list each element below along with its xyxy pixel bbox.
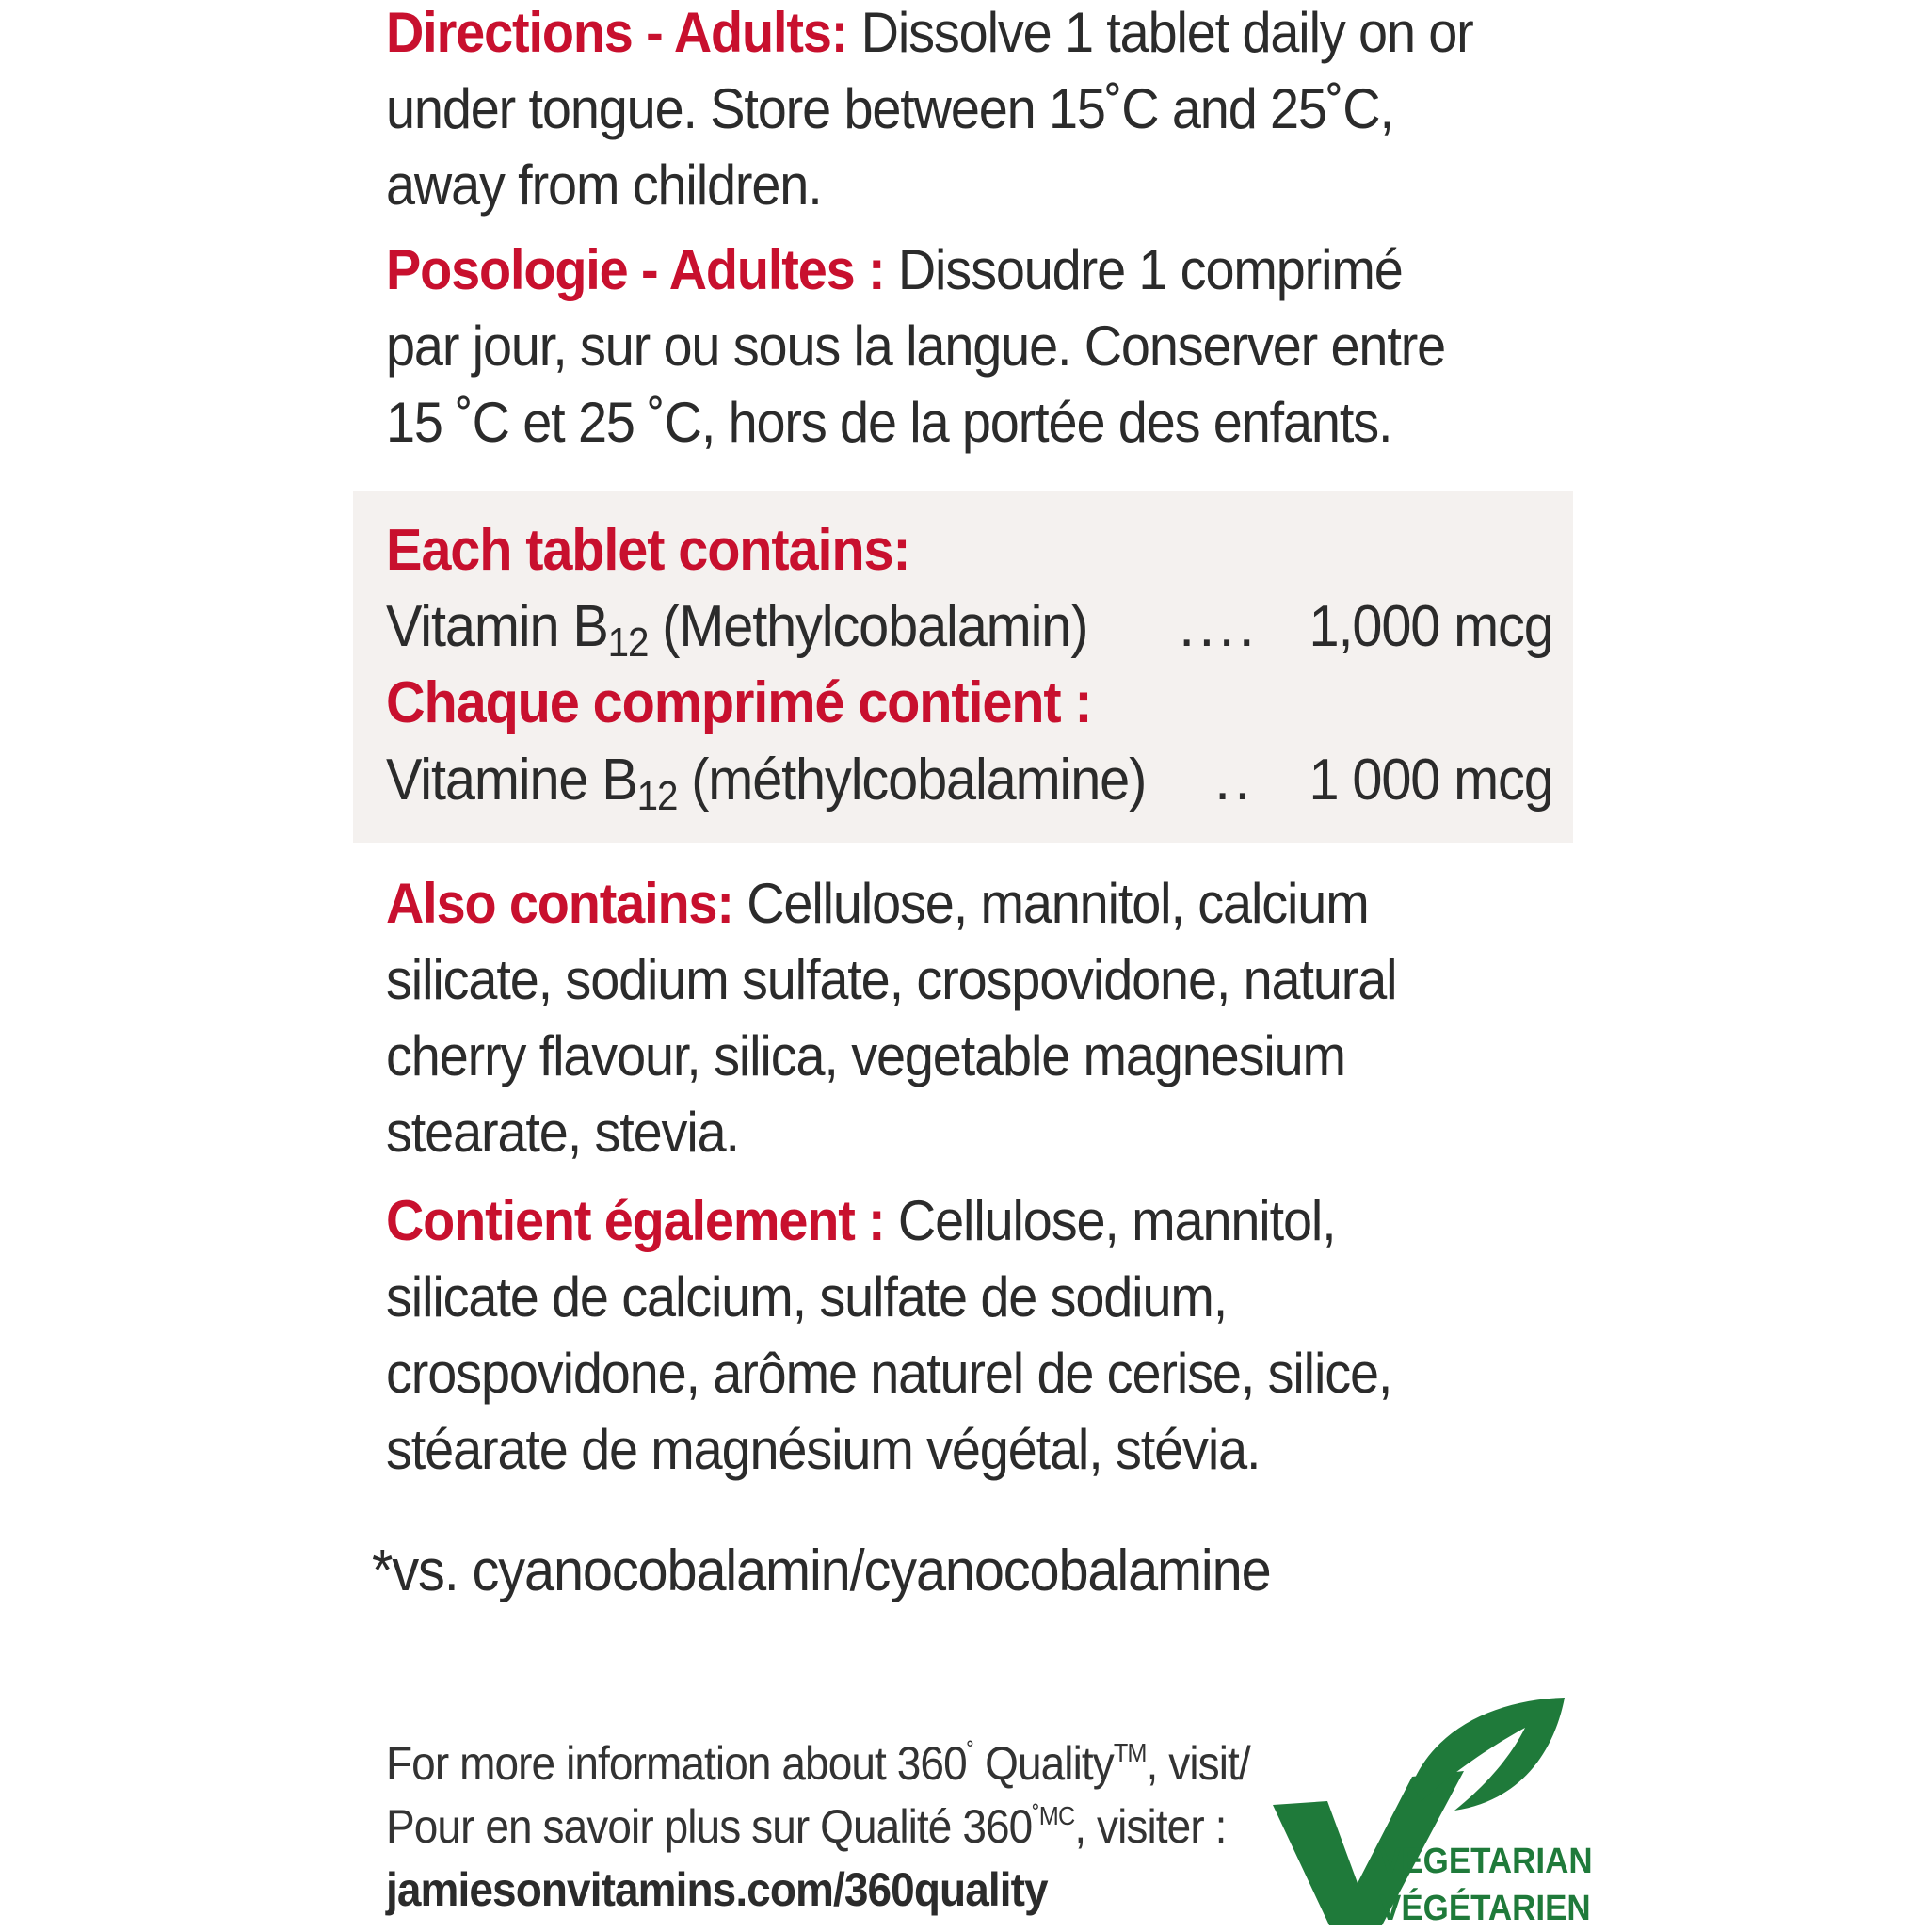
info-fr-text: Pour en savoir plus sur Qualité 360 bbox=[386, 1800, 1033, 1853]
quality-url-link[interactable]: jamiesonvitamins.com/360quality bbox=[386, 1863, 1048, 1916]
contient-egalement-paragraph bbox=[386, 1183, 1481, 1488]
also-contains-text: Cellulose, mannitol, calcium silicate, sodium sulfate, crospovidone, natural cherry flavour, silica, vegetable magnesium stearate, stevia. bbox=[386, 872, 1397, 1164]
fr-vitamin-name: Vitamine B bbox=[386, 748, 637, 813]
marque-de-commerce-mark: ˚MC bbox=[1032, 1800, 1075, 1830]
trademark-mark: TM bbox=[1113, 1737, 1147, 1767]
vegetarian-en: VEGETARIAN bbox=[1379, 1842, 1593, 1881]
also-contains-label: Also contains: bbox=[386, 872, 733, 935]
info-en-degree: ˚ bbox=[966, 1737, 974, 1767]
contient-egalement-text: Cellulose, mannitol, silicate de calcium, sulfate de sodium, crospovidone, arôme naturel de cerise, silice, stéarate de magnésium végétal, stévia. bbox=[386, 1189, 1392, 1481]
info-en-text: For more information about 360 bbox=[386, 1737, 967, 1790]
fr-heading: Chaque comprimé contient : bbox=[386, 670, 1092, 735]
en-heading-row bbox=[386, 512, 1553, 588]
posologie-label: Posologie - Adultes : bbox=[386, 238, 885, 301]
vegetarian-badge-text bbox=[1379, 1838, 1593, 1932]
directions-label: Directions - Adults: bbox=[386, 1, 848, 64]
quality-info-en bbox=[386, 1732, 1250, 1795]
en-amount: 1,000 mcg bbox=[1309, 594, 1553, 659]
footnote: *vs. cyanocobalamin/cyanocobalamine bbox=[372, 1538, 1271, 1603]
en-heading: Each tablet contains: bbox=[386, 518, 910, 583]
posologie-text: Dissoudre 1 comprimé par jour, sur ou sous la langue. Conserver entre 15 ˚C et 25 ˚C, hors de la portée des enfants. bbox=[386, 238, 1446, 454]
directions-paragraph bbox=[386, 0, 1481, 223]
fr-leader-dots: .. bbox=[1214, 748, 1255, 813]
info-en-quality: Quality bbox=[973, 1737, 1114, 1790]
en-ingredient-row bbox=[386, 588, 1553, 665]
fr-heading-row bbox=[386, 665, 1553, 741]
fr-vitamin-qualifier: (méthylcobalamine) bbox=[691, 748, 1147, 813]
contient-egalement-label: Contient également : bbox=[386, 1189, 885, 1252]
en-vitamin-subscript: 12 bbox=[607, 620, 649, 666]
vegetarian-fr: VÉGÉTARIEN bbox=[1379, 1889, 1591, 1928]
also-contains-paragraph bbox=[386, 865, 1481, 1170]
fr-ingredient-name bbox=[386, 742, 1146, 818]
fr-vitamin-subscript: 12 bbox=[636, 773, 678, 819]
en-vitamin-name: Vitamin B bbox=[386, 594, 608, 659]
fr-amount: 1 000 mcg bbox=[1309, 748, 1553, 813]
info-en-visit: , visit/ bbox=[1146, 1737, 1250, 1790]
posologie-paragraph bbox=[386, 232, 1481, 460]
ingredients-panel bbox=[353, 491, 1573, 843]
quality-info-fr bbox=[386, 1795, 1250, 1859]
en-leader-dots: .... bbox=[1179, 594, 1259, 659]
directions-text: Dissolve 1 tablet daily on or under tongue. Store between 15˚C and 25˚C, away from children. bbox=[386, 1, 1473, 217]
info-fr-visit: , visiter : bbox=[1074, 1800, 1227, 1853]
fr-ingredient-row bbox=[386, 742, 1553, 818]
quality-info bbox=[386, 1732, 1250, 1922]
en-vitamin-qualifier: (Methylcobalamin) bbox=[662, 594, 1088, 659]
en-ingredient-name bbox=[386, 588, 1087, 665]
